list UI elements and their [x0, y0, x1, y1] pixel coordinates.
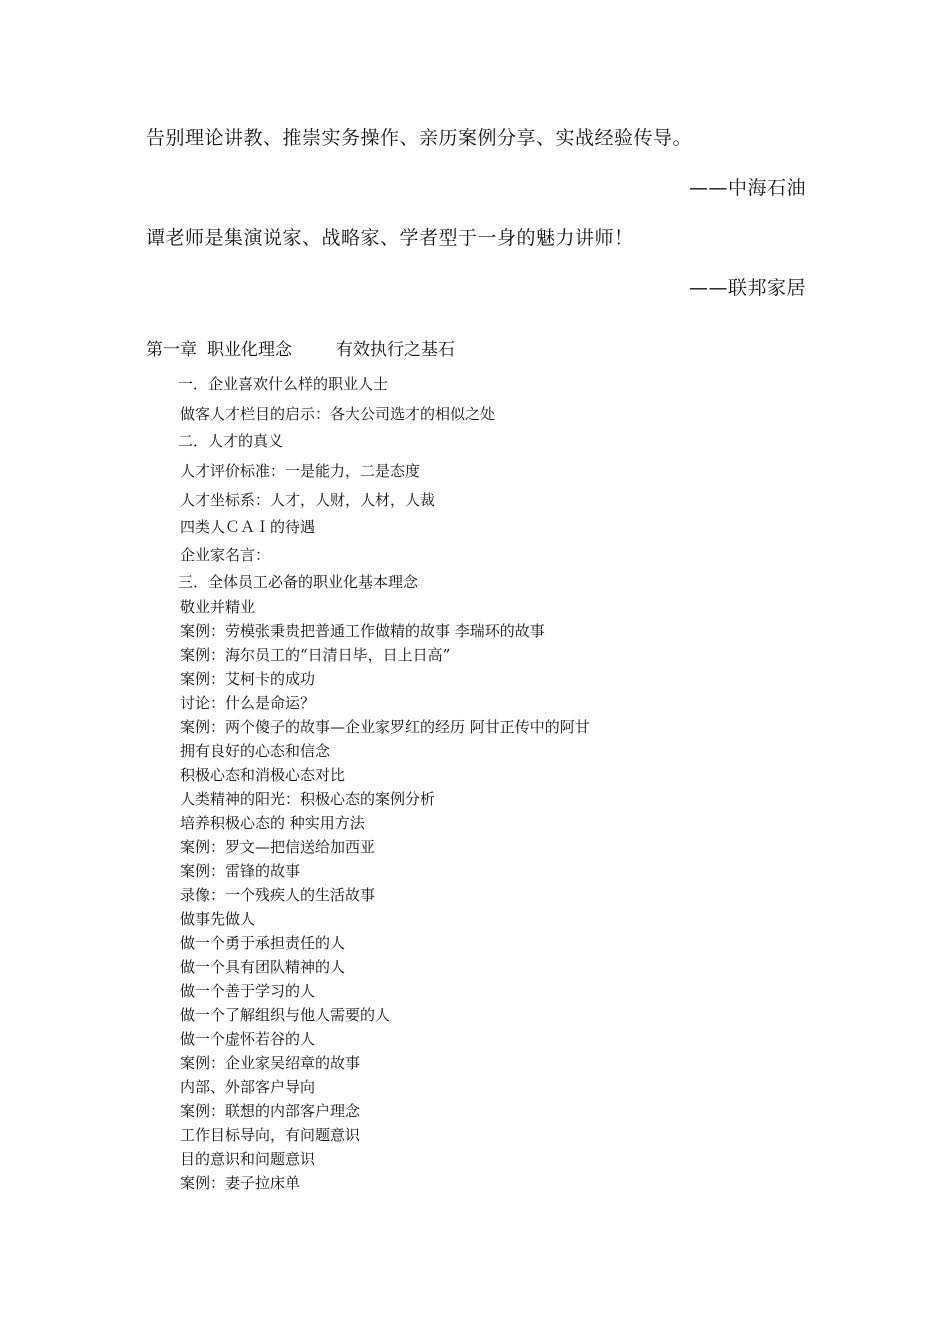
outline-item: 做事先做人	[180, 910, 256, 928]
outline-item: 四类人ＣＡＩ的待遇	[180, 518, 316, 536]
testimonial-source-2: ——联邦家居	[688, 277, 806, 299]
outline-item: 案例：罗文—把信送给加西亚	[180, 838, 376, 856]
outline-item: 做一个了解组织与他人需要的人	[180, 1006, 391, 1024]
outline-item: 案例：妻子拉床单	[180, 1174, 301, 1192]
outline-item: 录像：一个残疾人的生活故事	[180, 886, 376, 904]
outline-item: 培养积极心态的 种实用方法	[180, 814, 365, 832]
outline-item: 案例：艾柯卡的成功	[180, 670, 316, 688]
course-outline	[146, 338, 590, 1195]
outline-item: 拥有良好的心态和信念	[180, 742, 331, 760]
testimonial-quote-1: 告别理论讲教、推崇实务操作、亲历案例分享、实战经验传导。	[146, 127, 693, 149]
outline-item: 人才评价标准：一是能力，二是态度	[180, 462, 421, 480]
outline-item: 积极心态和消极心态对比	[180, 766, 346, 784]
outline-item: 目的意识和问题意识	[180, 1150, 316, 1168]
section-title: 一．企业喜欢什么样的职业人士	[178, 375, 389, 393]
outline-item: 案例：两个傻子的故事—企业家罗红的经历 阿甘正传中的阿甘	[180, 718, 590, 736]
outline-item: 讨论：什么是命运？	[180, 694, 316, 712]
chapter-number: 第一章	[146, 340, 197, 360]
testimonial-quote-2: 谭老师是集演说家、战略家、学者型于一身的魅力讲师！	[146, 227, 634, 249]
outline-item: 做一个具有团队精神的人	[180, 958, 346, 976]
outline-item: 做一个勇于承担责任的人	[180, 934, 346, 952]
outline-item: 人类精神的阳光：积极心态的案例分析	[180, 790, 436, 808]
outline-item: 企业家名言：	[180, 546, 271, 564]
outline-item: 工作目标导向，有问题意识	[180, 1126, 361, 1144]
chapter-heading	[146, 338, 590, 372]
section-title: 二．人才的真义	[178, 432, 284, 450]
outline-item: 做一个虚怀若谷的人	[180, 1030, 316, 1048]
testimonial-source-1: ——中海石油	[688, 177, 806, 199]
chapter-subtitle: 有效执行之基石	[336, 340, 455, 360]
outline-item: 案例：联想的内部客户理念	[180, 1102, 361, 1120]
section-list	[146, 372, 590, 1195]
outline-item: 人才坐标系：人才，人财，人材，人裁	[180, 491, 436, 509]
outline-item: 案例：海尔员工的“日清日毕，日上日高”	[180, 646, 451, 664]
outline-item: 内部、外部客户导向	[180, 1078, 316, 1096]
outline-item: 做一个善于学习的人	[180, 982, 316, 1000]
outline-item: 案例：雷锋的故事	[180, 862, 301, 880]
section-title: 三．全体员工必备的职业化基本理念	[178, 573, 419, 591]
outline-item: 案例：劳模张秉贵把普通工作做精的故事 李瑞环的故事	[180, 622, 545, 640]
outline-item: 敬业并精业	[180, 598, 256, 616]
outline-item: 做客人才栏目的启示：各大公司选才的相似之处	[180, 405, 496, 423]
outline-item: 案例：企业家吴绍章的故事	[180, 1054, 361, 1072]
chapter-title: 职业化理念	[207, 340, 292, 360]
